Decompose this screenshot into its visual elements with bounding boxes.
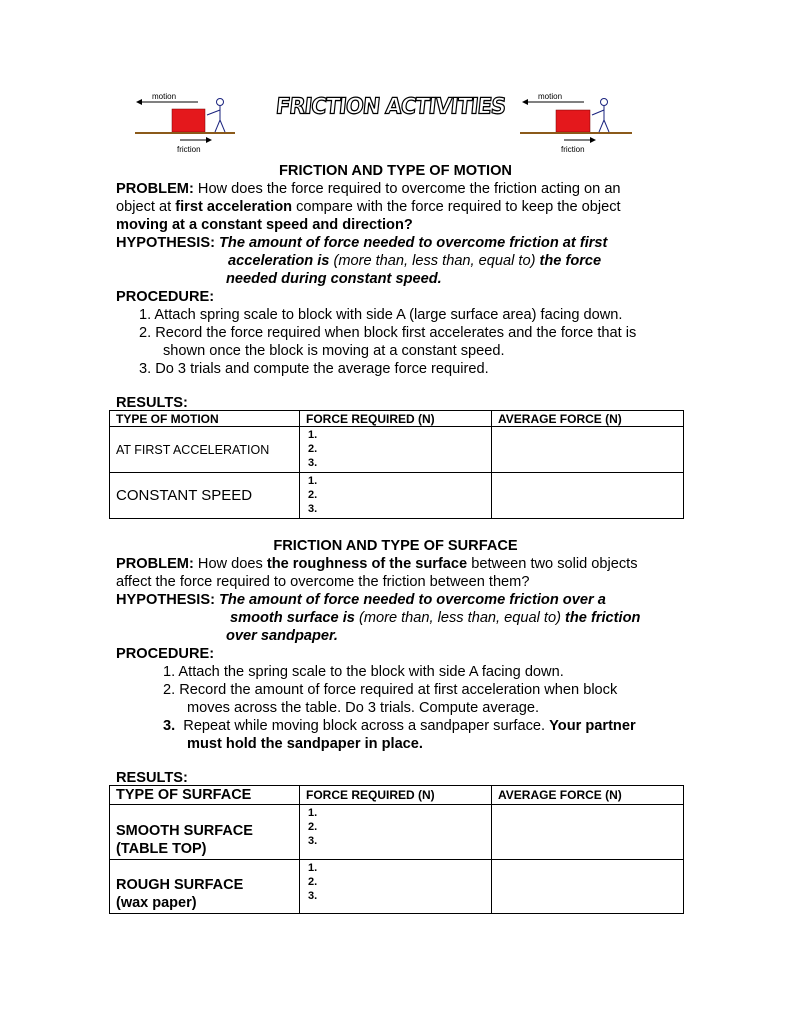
section1-problem-line2 bbox=[116, 198, 621, 216]
average-cell[interactable] bbox=[492, 860, 684, 914]
trial-number: 1. bbox=[308, 475, 318, 487]
trial-number: 1. bbox=[308, 807, 318, 819]
table-row bbox=[110, 473, 684, 519]
hypothesis-text: acceleration is bbox=[228, 253, 330, 269]
column-header: TYPE OF SURFACE bbox=[110, 786, 300, 805]
section1-step-2: 2. Record the force required when block first accelerates and the force that is bbox=[139, 325, 637, 341]
section1-problem-line1 bbox=[116, 180, 621, 198]
motion-label: motion bbox=[538, 92, 563, 101]
hypothesis-text: The amount of force needed to overcome friction at first bbox=[219, 235, 608, 251]
section1-procedure-label: PROCEDURE: bbox=[116, 289, 215, 305]
section2-hypothesis-line1 bbox=[116, 591, 606, 609]
force-cell[interactable] bbox=[300, 427, 492, 473]
row-label-line: SMOOTH SURFACE bbox=[116, 823, 253, 839]
table-row bbox=[110, 860, 684, 914]
hypothesis-text: the friction bbox=[565, 610, 641, 626]
problem-text: How does bbox=[193, 556, 267, 572]
problem-text: between two solid objects bbox=[467, 556, 638, 572]
problem-emphasis: first acceleration bbox=[175, 199, 293, 215]
block-icon bbox=[172, 109, 205, 132]
section2-hypothesis-line2 bbox=[230, 609, 640, 627]
person-icon bbox=[592, 99, 609, 133]
hypothesis-label: HYPOTHESIS: bbox=[116, 592, 215, 608]
trial-number: 3. bbox=[308, 503, 318, 515]
row-label-line: (TABLE TOP) bbox=[116, 841, 207, 857]
average-cell[interactable] bbox=[492, 805, 684, 860]
trial-number: 2. bbox=[308, 821, 318, 833]
friction-label: friction bbox=[561, 145, 585, 154]
average-cell[interactable] bbox=[492, 427, 684, 473]
row-label bbox=[110, 860, 300, 914]
problem-text: How does the force required to overcome the friction acting on an bbox=[197, 181, 621, 197]
section1-results-label: RESULTS: bbox=[116, 395, 188, 411]
section2-problem-line2: affect the force required to overcome the friction between them? bbox=[116, 574, 530, 590]
trial-number: 1. bbox=[308, 862, 318, 874]
hypothesis-text: smooth surface is bbox=[230, 610, 355, 626]
section2-step-2: 2. Record the amount of force required at first acceleration when block bbox=[163, 682, 618, 698]
row-label: CONSTANT SPEED bbox=[110, 473, 300, 519]
block-icon bbox=[556, 110, 590, 132]
problem-label: PROBLEM: bbox=[116, 556, 194, 572]
trial-number: 2. bbox=[308, 443, 318, 455]
section1-step-2-cont: shown once the block is moving at a constant speed. bbox=[163, 343, 505, 359]
motion-label: motion bbox=[152, 92, 177, 101]
person-icon bbox=[207, 99, 225, 133]
section2-step-3 bbox=[163, 717, 636, 735]
friction-diagram-left bbox=[130, 88, 240, 158]
section1-heading: FRICTION AND TYPE OF MOTION bbox=[279, 163, 512, 179]
table-header-row bbox=[110, 411, 684, 427]
hypothesis-label: HYPOTHESIS: bbox=[116, 235, 215, 251]
trial-number: 3. bbox=[308, 890, 318, 902]
section2-step-3-cont: must hold the sandpaper in place. bbox=[187, 736, 423, 752]
hypothesis-choices: (more than, less than, equal to) bbox=[329, 253, 540, 269]
trial-number: 2. bbox=[308, 489, 318, 501]
force-cell[interactable] bbox=[300, 473, 492, 519]
trial-number: 1. bbox=[308, 429, 318, 441]
friction-diagram-right bbox=[516, 88, 636, 158]
column-header: TYPE OF MOTION bbox=[110, 411, 300, 427]
section1-hypothesis-line1 bbox=[116, 234, 607, 252]
trial-number: 3. bbox=[308, 457, 318, 469]
section2-procedure-label: PROCEDURE: bbox=[116, 646, 215, 662]
section2-problem-line1 bbox=[116, 555, 638, 573]
hypothesis-choices: (more than, less than, equal to) bbox=[354, 610, 566, 626]
section1-step-3: 3. Do 3 trials and compute the average force required. bbox=[139, 361, 489, 377]
force-cell[interactable] bbox=[300, 860, 492, 914]
problem-text: object at bbox=[116, 199, 176, 215]
section1-step-1: 1. Attach spring scale to block with side A (large surface area) facing down. bbox=[139, 307, 623, 323]
force-cell[interactable] bbox=[300, 805, 492, 860]
step-emphasis: Your partner bbox=[549, 718, 636, 734]
hypothesis-text: the force bbox=[539, 253, 602, 269]
problem-label: PROBLEM: bbox=[116, 181, 194, 197]
section2-step-1: 1. Attach the spring scale to the block with side A facing down. bbox=[163, 664, 564, 680]
column-header: AVERAGE FORCE (N) bbox=[492, 411, 684, 427]
section1-hypothesis-line2 bbox=[228, 252, 601, 270]
column-header: FORCE REQUIRED (N) bbox=[300, 411, 492, 427]
column-header: FORCE REQUIRED (N) bbox=[300, 786, 492, 805]
section2-heading: FRICTION AND TYPE OF SURFACE bbox=[273, 538, 518, 554]
problem-text: compare with the force required to keep the object bbox=[292, 199, 621, 215]
problem-emphasis: the roughness of the surface bbox=[266, 556, 468, 572]
row-label-line: ROUGH SURFACE bbox=[116, 877, 244, 893]
step-text: Repeat while moving block across a sandpaper surface. bbox=[183, 718, 550, 734]
row-label bbox=[110, 805, 300, 860]
hypothesis-text: The amount of force needed to overcome friction over a bbox=[219, 592, 606, 608]
table-header-row bbox=[110, 786, 684, 805]
table-row bbox=[110, 805, 684, 860]
section2-hypothesis-line3: over sandpaper. bbox=[226, 628, 338, 644]
section2-step-2-cont: moves across the table. Do 3 trials. Compute average. bbox=[187, 700, 540, 716]
friction-label: friction bbox=[177, 145, 201, 154]
section2-results-label: RESULTS: bbox=[116, 770, 188, 786]
step-number: 3. bbox=[163, 718, 176, 734]
trial-number: 2. bbox=[308, 876, 318, 888]
row-label-line: (wax paper) bbox=[116, 895, 197, 911]
table-row bbox=[110, 427, 684, 473]
motion-results-table bbox=[109, 410, 684, 519]
section1-problem-line3: moving at a constant speed and direction? bbox=[116, 217, 413, 233]
trial-number: 3. bbox=[308, 835, 318, 847]
row-label: AT FIRST ACCELERATION bbox=[110, 427, 300, 473]
page-title: FRICTION ACTIVITIES bbox=[274, 93, 507, 119]
column-header: AVERAGE FORCE (N) bbox=[492, 786, 684, 805]
section1-hypothesis-line3: needed during constant speed. bbox=[226, 271, 442, 287]
surface-results-table bbox=[109, 785, 684, 914]
average-cell[interactable] bbox=[492, 473, 684, 519]
